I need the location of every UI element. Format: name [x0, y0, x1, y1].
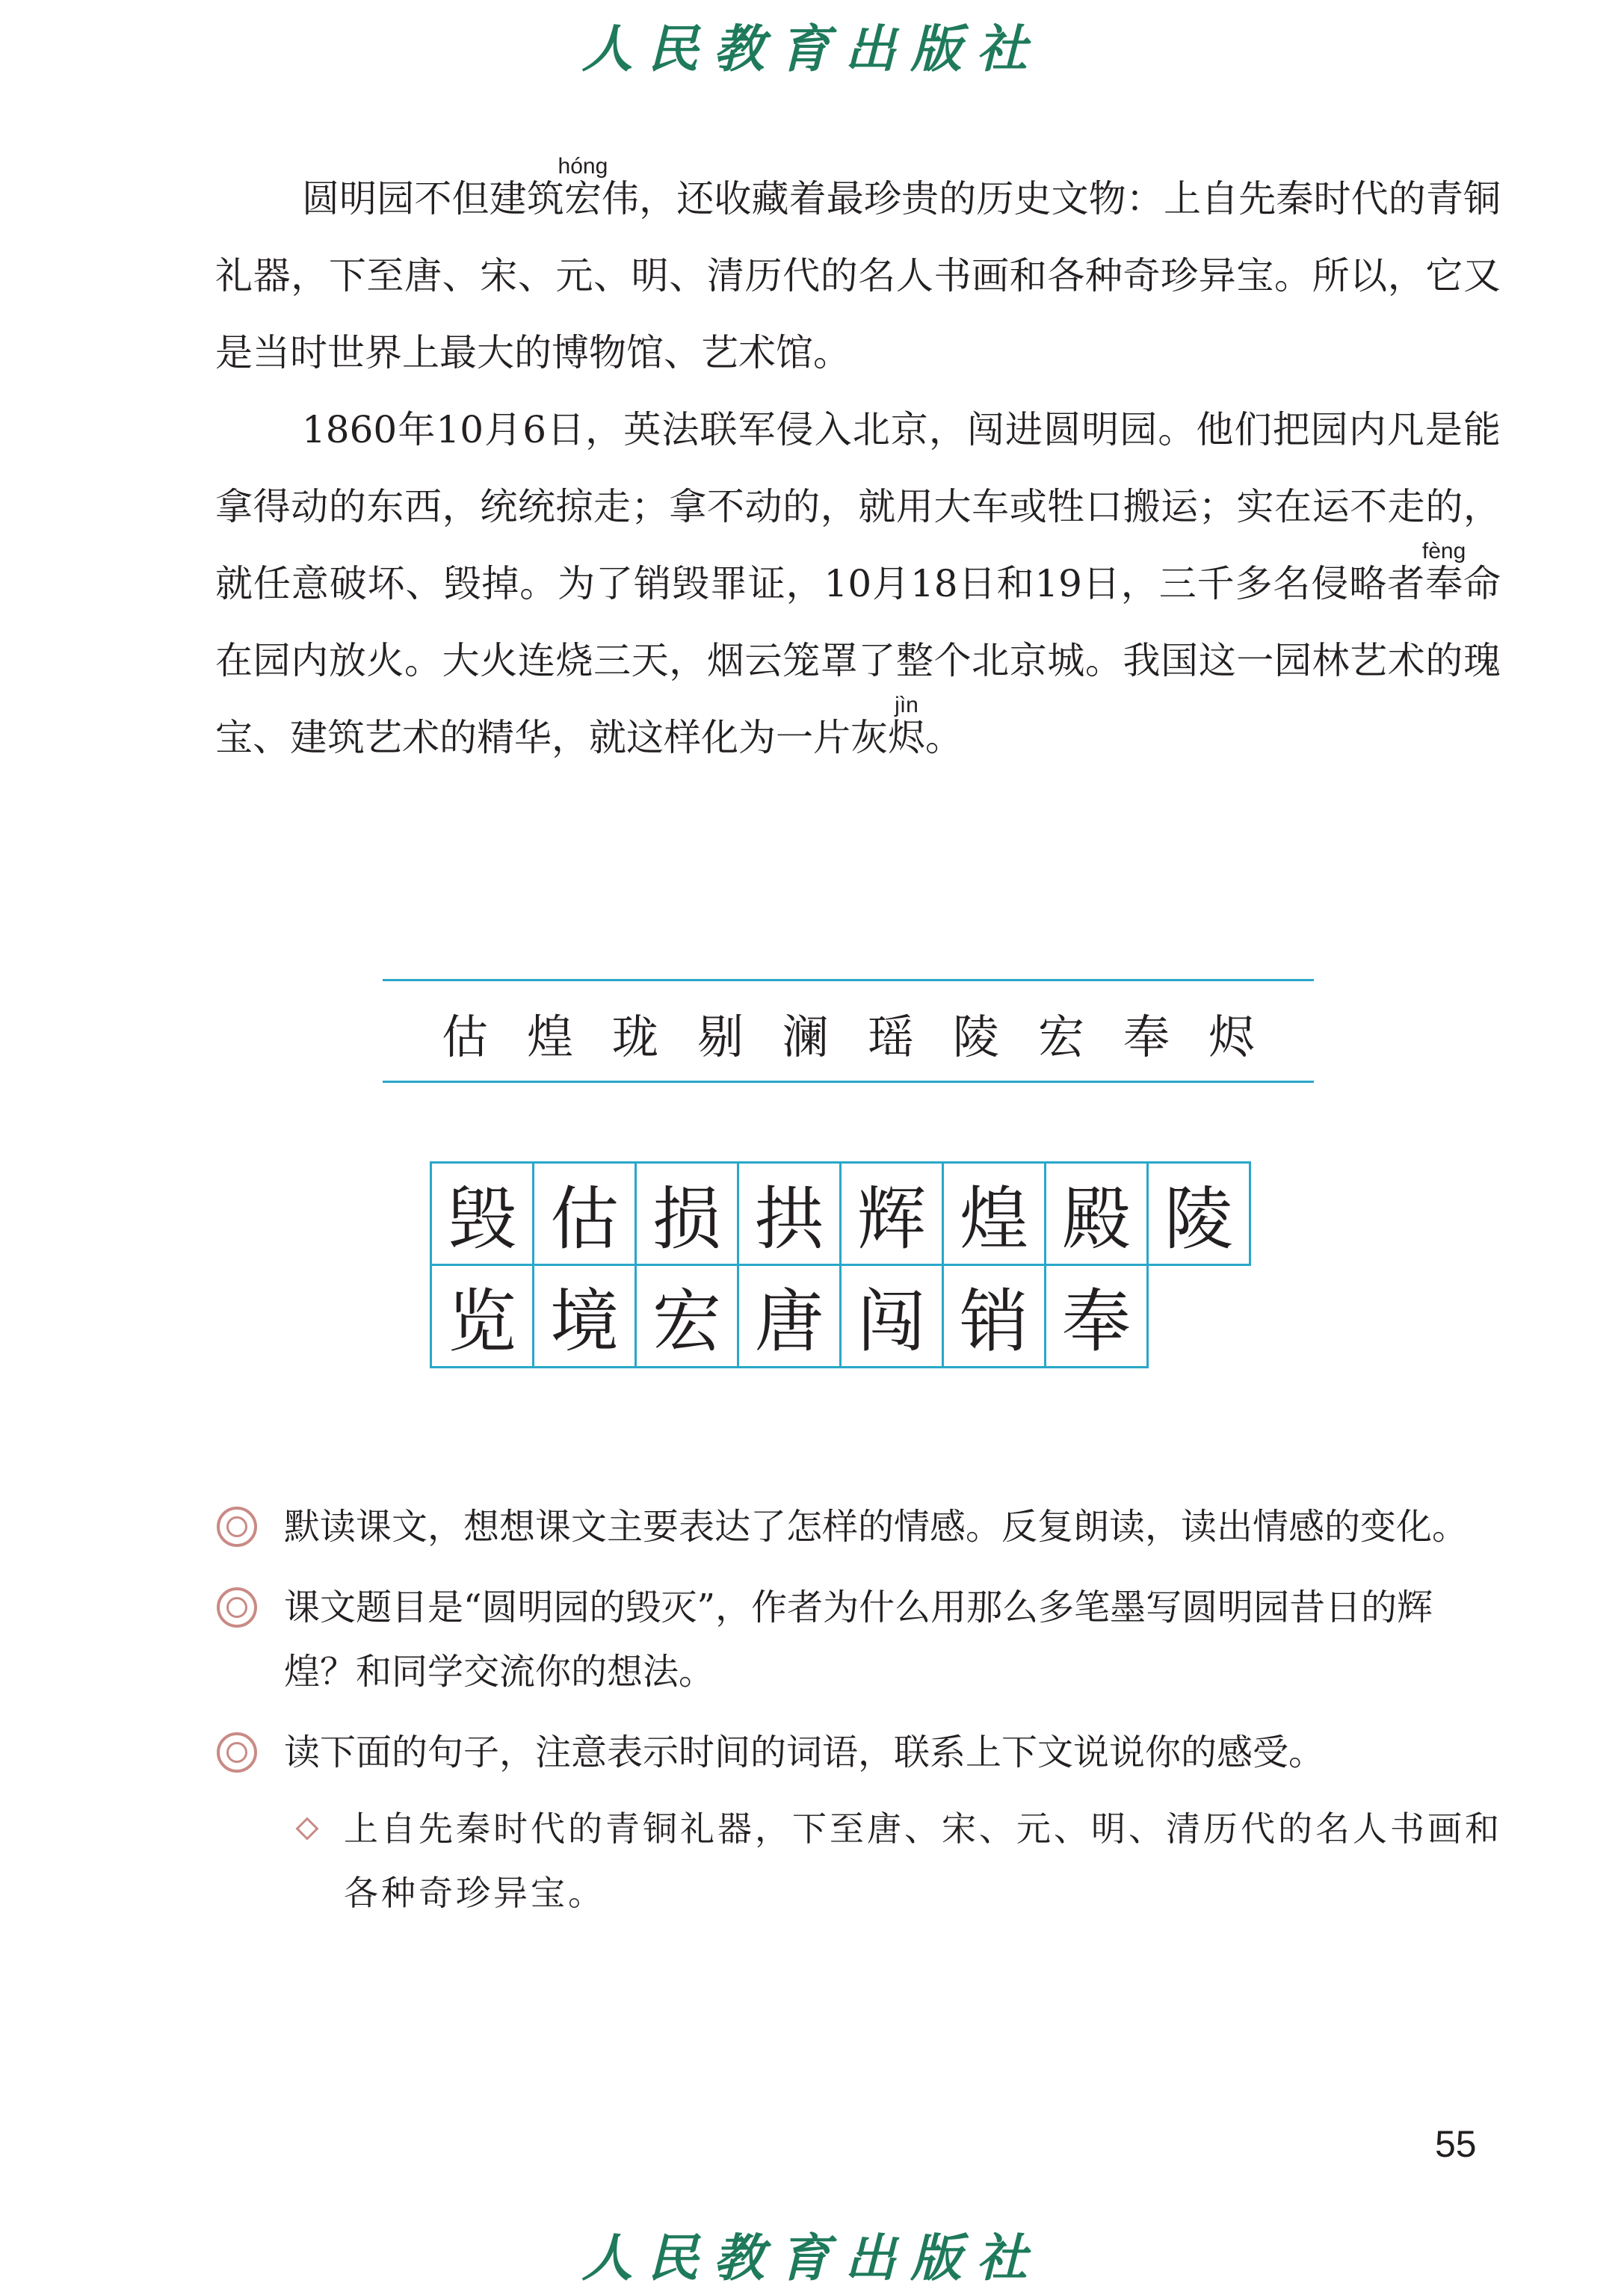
- paragraph-1: 圆明园不但建筑宏hóng伟，还收藏着最珍贵的历史文物：上自先秦时代的青铜礼器，下至唐、宋、元、明、清历代的名人书画和各种奇珍异宝。所以，它又是当时世界上最大的博物馆、艺术馆。: [215, 154, 1501, 374]
- write-chars-grid: [430, 1161, 1249, 1366]
- write-char-cell: 煌: [942, 1161, 1046, 1266]
- write-char-cell: 闯: [839, 1264, 944, 1368]
- publisher-footer: 人民教育出版社: [581, 2228, 1043, 2288]
- page-number: 55: [1435, 2123, 1477, 2165]
- exercise-questions: [217, 1495, 1502, 1925]
- write-char-cell: 辉: [839, 1161, 944, 1266]
- swirl-icon: [217, 1507, 257, 1547]
- write-char-cell: 陵: [1146, 1161, 1251, 1266]
- write-grid-row-1: [430, 1161, 1249, 1264]
- write-char-cell: 奉: [1044, 1264, 1149, 1368]
- lesson-text: [215, 155, 1501, 776]
- ruby-feng: 奉fèng: [1421, 539, 1466, 605]
- read-char: 奉: [1123, 1010, 1170, 1064]
- read-char: 宏: [1037, 1010, 1084, 1064]
- write-char-cell: 殿: [1044, 1161, 1149, 1266]
- read-char: 珑: [611, 1010, 658, 1064]
- ruby-jin: 烬jìn: [888, 693, 925, 759]
- write-char-cell: 境: [532, 1264, 637, 1368]
- read-char: 估: [441, 1010, 488, 1064]
- read-chars-bottom-rule: [383, 1081, 1314, 1083]
- swirl-icon: [217, 1732, 257, 1773]
- swirl-icon: [217, 1587, 257, 1628]
- write-char-cell: 损: [635, 1161, 739, 1266]
- read-char: 烬: [1208, 1010, 1255, 1064]
- read-char: 陵: [952, 1010, 999, 1064]
- ruby-hong: 宏hóng: [558, 154, 608, 220]
- write-char-cell: 览: [430, 1264, 534, 1368]
- paragraph-2: 1860年10月6日，英法联军侵入北京，闯进圆明园。他们把园内凡是能拿得动的东西，统统掠走；拿不动的，就用大车或牲口搬运；实在运不走的，就任意破坏、毁掉。为了销毁罪证，10月18日和19日，三千多名侵略者奉fèng命在园内放火。大火连烧三天，烟云笼罩了整个北京城。我国这一园林艺术的瑰宝、建筑艺术的精华，就这样化为一片灰烬jìn。: [215, 408, 1501, 759]
- write-char-cell: 唐: [737, 1264, 842, 1368]
- read-chars-top-rule: [383, 979, 1314, 981]
- read-char: 剔: [697, 1010, 744, 1064]
- question-3: 读下面的句子，注意表示时间的词语，联系上下文说说你的感受。: [217, 1720, 1502, 1785]
- question-3-sentence: 上自先秦时代的青铜礼器，下至唐、宋、元、明、清历代的名人书画和各种奇珍异宝。: [217, 1797, 1502, 1925]
- read-chars-list: [383, 1000, 1314, 1066]
- write-char-cell: 宏: [635, 1264, 739, 1368]
- write-char-cell: 拱: [737, 1161, 842, 1266]
- write-char-cell: 销: [942, 1264, 1046, 1368]
- write-char-cell: 毁: [430, 1161, 534, 1266]
- read-char: 澜: [782, 1010, 829, 1064]
- read-char: 瑶: [867, 1010, 914, 1064]
- write-grid-row-2: [430, 1264, 1249, 1366]
- diamond-bullet-icon: [295, 1817, 318, 1840]
- read-char: 煌: [526, 1010, 573, 1064]
- question-1: 默读课文，想想课文主要表达了怎样的情感。反复朗读，读出情感的变化。: [217, 1495, 1502, 1559]
- write-char-cell: 估: [532, 1161, 637, 1266]
- question-2: 课文题目是“圆明园的毁灭”，作者为什么用那么多笔墨写圆明园昔日的辉煌？和同学交流你的想法。: [217, 1575, 1502, 1704]
- publisher-header: 人民教育出版社: [581, 19, 1043, 79]
